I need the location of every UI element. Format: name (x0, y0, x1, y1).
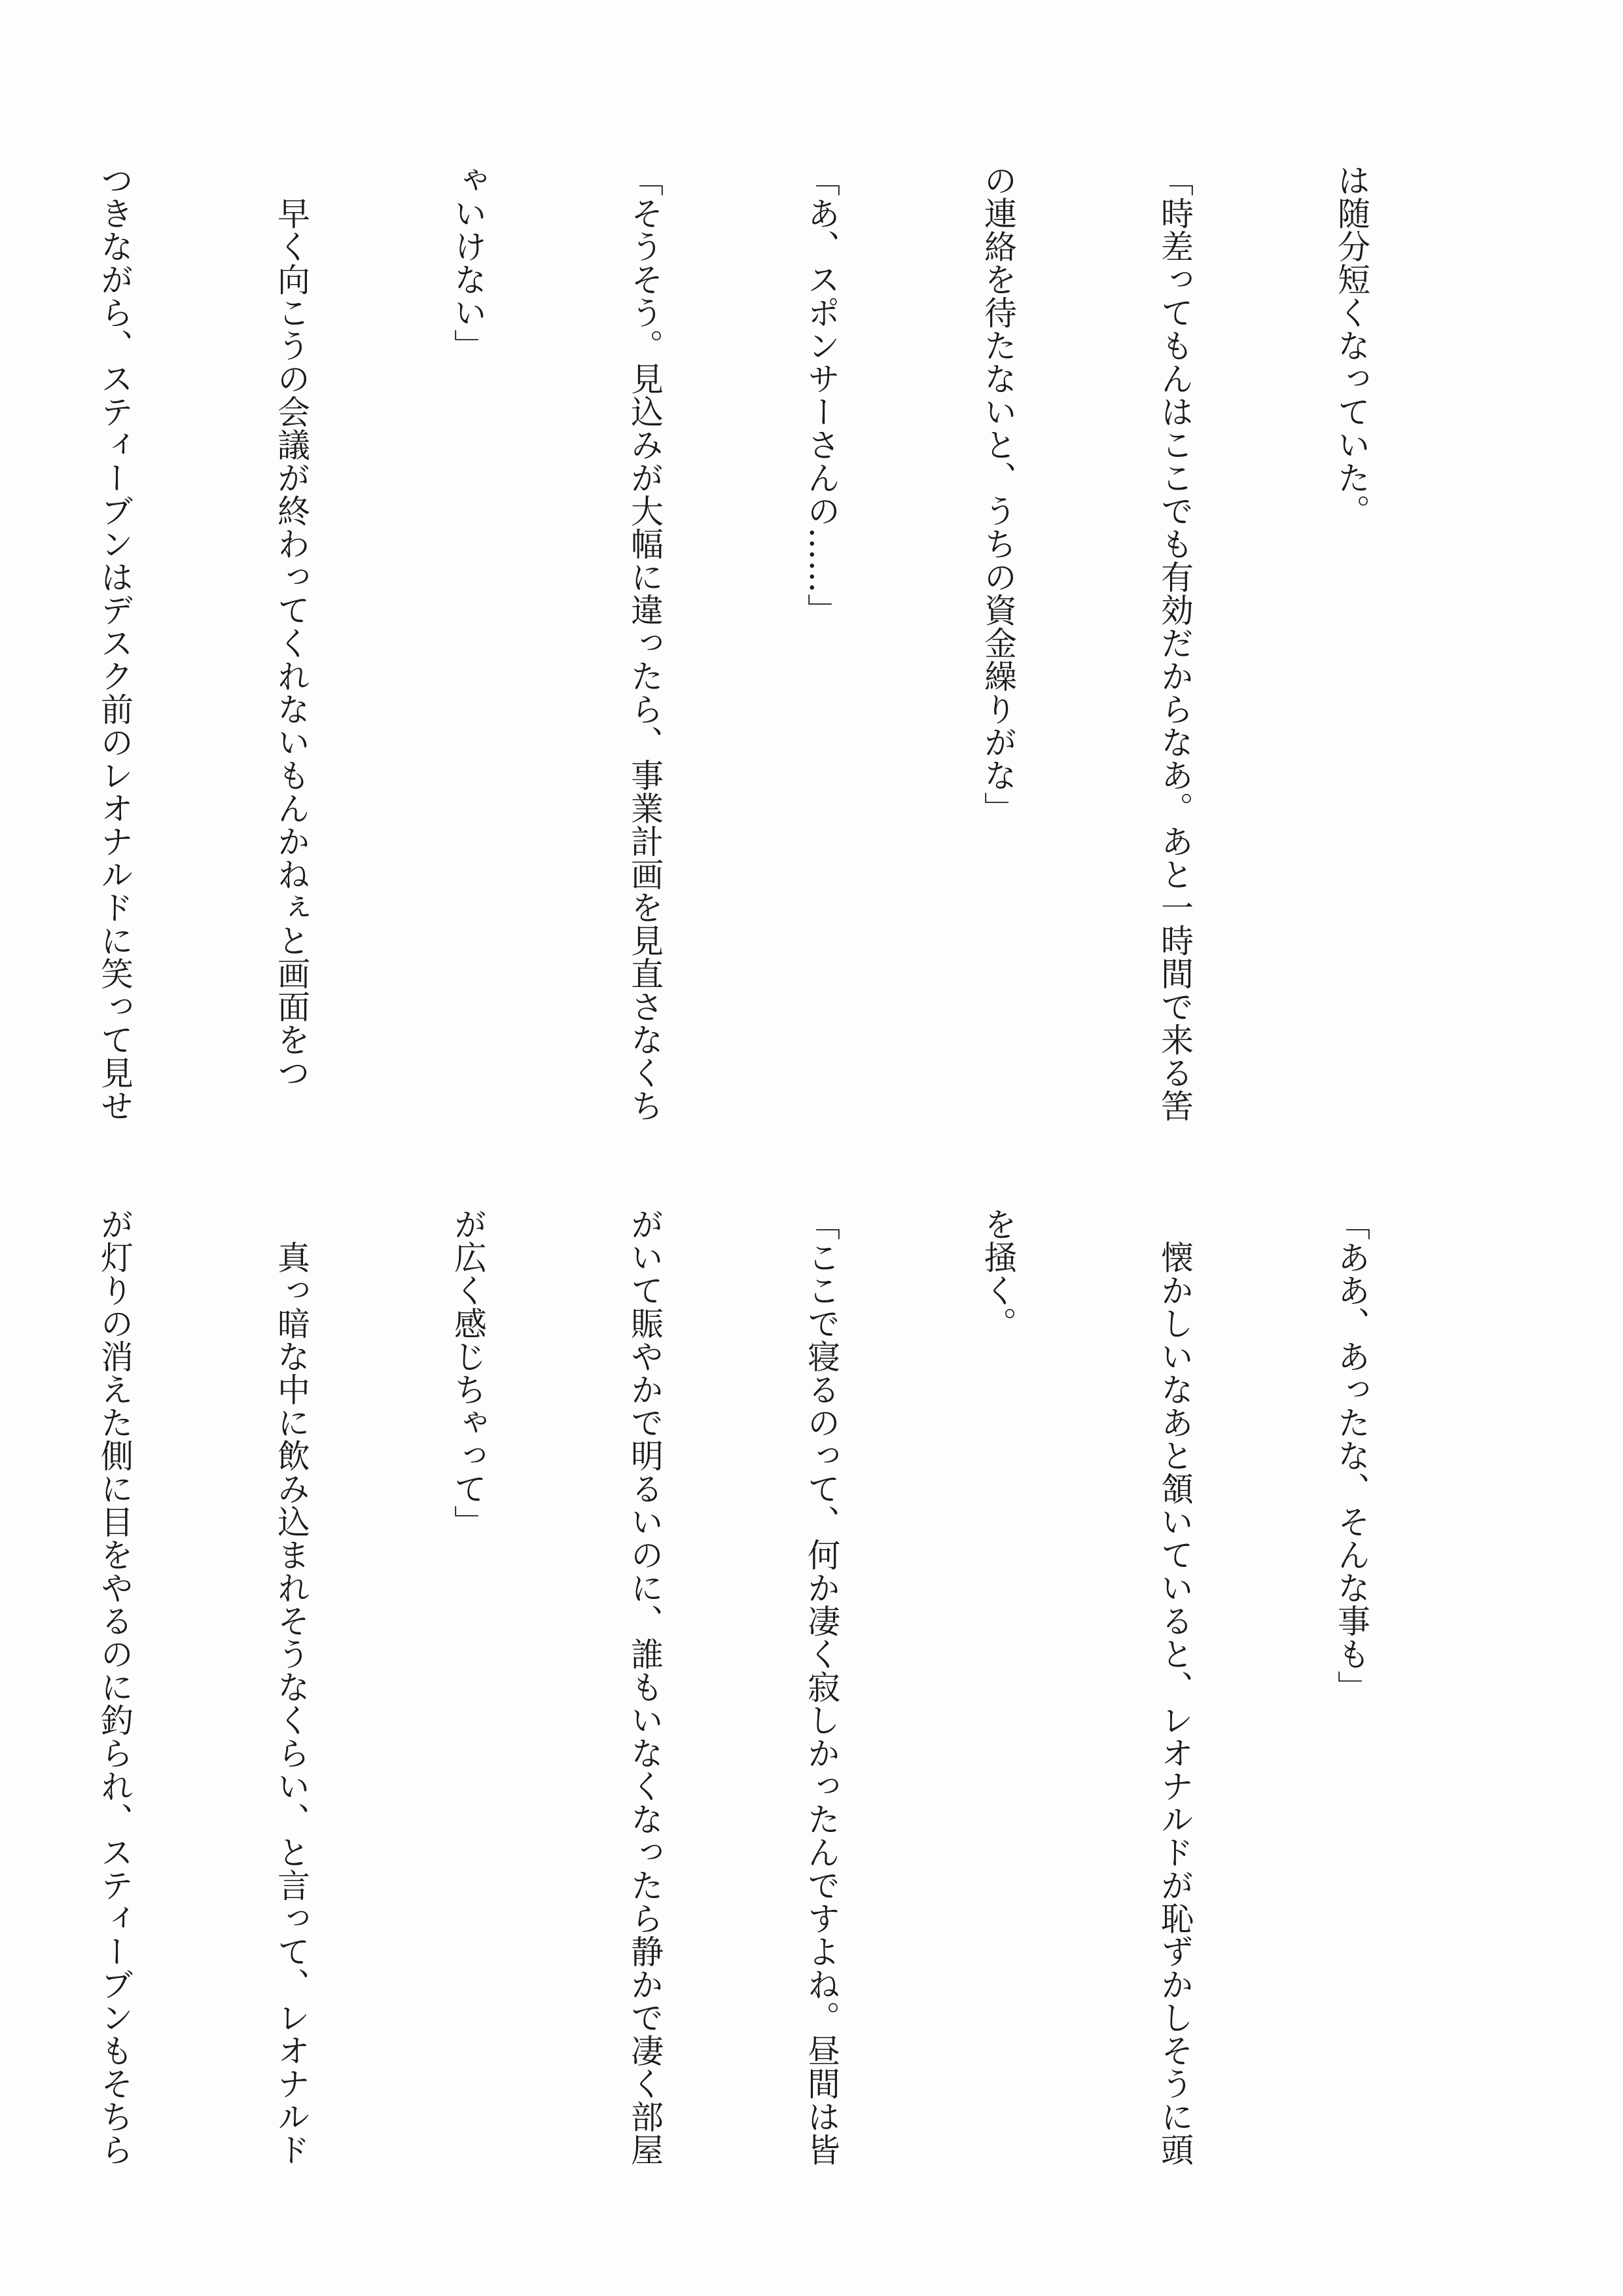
text-line: がいて賑やかで明るいのに、誰もいなくなったら静かで凄く部屋 (626, 1208, 664, 2166)
text-line: を掻く。 (979, 1208, 1017, 1340)
text-line: の連絡を待たないと、うちの資金繰りがな」 (979, 164, 1017, 825)
text-line: 懐かしいなあと頷いていると、レオナルドが恥ずかしそうに頭 (1156, 1208, 1194, 2166)
text-line: 早く向こうの会議が終わってくれないもんかねぇと画面をつ (272, 164, 310, 1089)
text-line: は随分短くなっていた。 (1332, 164, 1370, 528)
text-line: が広く感じちゃって」 (449, 1208, 487, 1538)
text-block-bottom (96, 1208, 1499, 2166)
text-line: 「そうそう。見込みが大幅に違ったら、事業計画を見直さなくち (626, 164, 664, 1122)
text-line: が灯りの消えた側に目をやるのに釣られ、スティーブンもそちら (96, 1208, 134, 2166)
text-line: ゃいけない」 (449, 164, 487, 362)
text-line: 「ああ、あったな、そんな事も」 (1332, 1208, 1370, 1704)
text-line: 「ここで寝るのって、何か凄く寂しかったんですよね。昼間は皆 (802, 1208, 840, 2166)
text-line: つきながら、スティーブンはデスク前のレオナルドに笑って見せ (96, 164, 134, 1122)
text-line: 「あ、スポンサーさんの……」 (802, 164, 840, 626)
text-line: 真っ暗な中に飲み込まれそうなくらい、と言って、レオナルド (272, 1208, 310, 2166)
text-line: 「時差ってもんはここでも有効だからなあ。あと一時間で来る筈 (1156, 164, 1194, 1122)
text-block-top (96, 164, 1499, 1122)
